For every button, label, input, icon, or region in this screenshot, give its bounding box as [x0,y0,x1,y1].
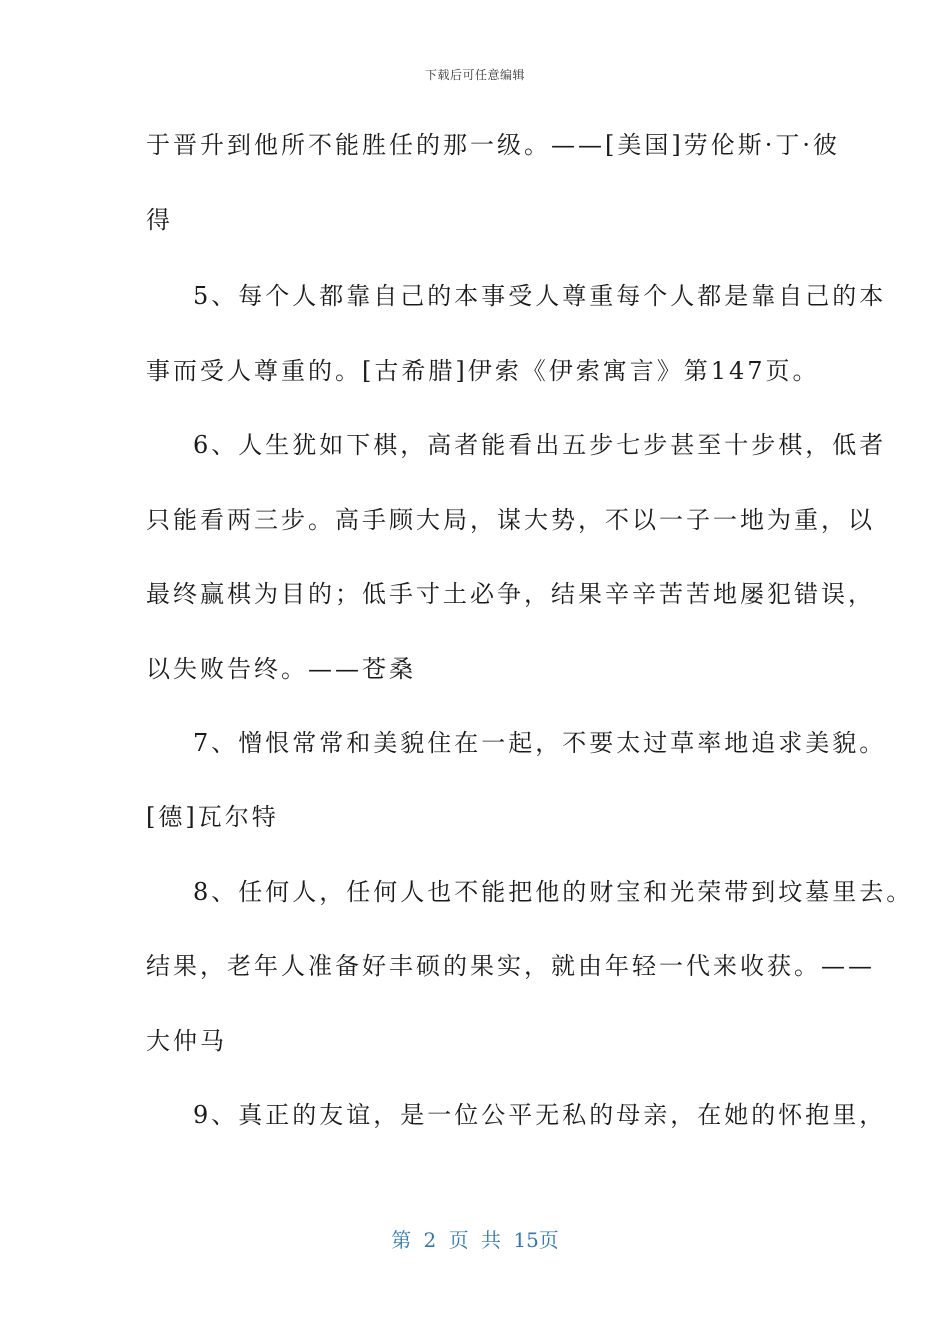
body-line: 大仲马 [146,1027,227,1055]
body-line: 9、真正的友谊，是一位公平无私的母亲，在她的怀抱里， [193,1101,887,1129]
body-line: 只能看两三步。高手顾大局，谋大势，不以一子一地为重，以 [146,506,875,534]
body-line: 8、任何人，任何人也不能把他的财宝和光荣带到坟墓里去。 [193,878,914,906]
body-line: 得 [146,206,173,234]
page-header-note: 下载后可任意编辑 [424,68,525,82]
body-line: 结果，老年人准备好丰硕的果实，就由年轻一代来收获。—— [146,952,875,980]
body-line: 7、憎恨常常和美貌住在一起，不要太过草率地追求美貌。 [193,729,887,757]
body-line: 最终赢棋为目的；低手寸土必争，结果辛辛苦苦地屡犯错误， [146,580,875,608]
body-line: 于晋升到他所不能胜任的那一级。——[美国]劳伦斯·丁·彼 [146,131,840,159]
body-line: 事而受人尊重的。[古希腊]伊索《伊索寓言》第147页。 [146,357,820,385]
page-number-footer: 第 2 页 共 15页 [391,1228,559,1252]
body-line: 5、每个人都靠自己的本事受人尊重每个人都是靠自己的本 [193,282,887,310]
body-line: 以失败告终。——苍桑 [146,655,416,683]
body-line: 6、人生犹如下棋，高者能看出五步七步甚至十步棋，低者 [193,431,887,459]
body-line: [德]瓦尔特 [146,803,279,831]
